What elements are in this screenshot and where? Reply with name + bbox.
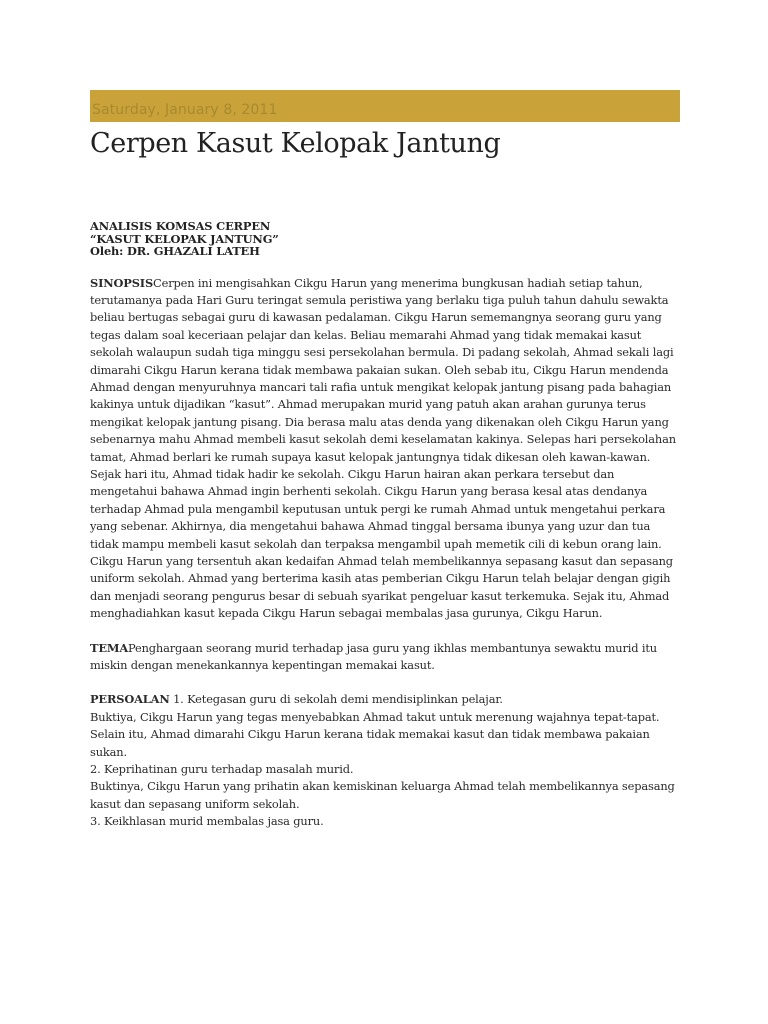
persoalan-item-1-line	[90, 691, 680, 708]
sinopsis-text: Cerpen ini mengisahkan Cikgu Harun yang menerima bungkusan hadiah setiap tahun, terutamanya pada Hari Guru teringat semula peristiwa yang berlaku tiga puluh tahun dahulu sewakta beliau bertugas sebagai guru di kawasan pedalaman. Cikgu Harun sememangnya seorang guru yang tegas dalam soal keceriaan pelajar dan kelas. Beliau memarahi Ahmad yang tidak memakai kasut sekolah walaupun sudah tiga minggu sesi persekolahan bermula. Di padang sekolah, Ahmad sekali lagi dimarahi Cikgu Harun kerana tidak membawa pakaian sukan. Oleh sebab itu, Cikgu Harun mendenda Ahmad dengan menyuruhnya mancari tali rafia untuk mengikat kelopak jantung pisang pada bahagian kakinya untuk dijadikan “kasut”. Ahmad merupakan murid yang patuh akan arahan gurunya terus mengikat kelopak jantung pisang. Dia berasa malu atas denda yang dikenakan oleh Cikgu Harun yang sebenarnya mahu Ahmad membeli kasut sekolah demi keselamatan kakinya. Selepas hari persekolahan tamat, Ahmad berlari ke rumah supaya kasut kelopak jantungnya tidak dikesan oleh kawan-kawan. Sejak hari itu, Ahmad tidak hadir ke sekolah. Cikgu Harun hairan akan perkara tersebut dan mengetahui bahawa Ahmad ingin berhenti sekolah. Cikgu Harun yang berasa kesal atas dendanya terhadap Ahmad pula mengambil keputusan untuk pergi ke rumah Ahmad untuk mengetahui perkara yang sebenar. Akhirnya, dia mengetahui bahawa Ahmad tinggal bersama ibunya yang uzur dan tua tidak mampu membeli kasut sekolah dan terpaksa mengambil upah memetik cili di kebun orang lain. Cikgu Harun yang tersentuh akan kedaifan Ahmad telah membelikannya sepasang kasut dan sepasang uniform sekolah. Ahmad yang berterima kasih atas pemberian Cikgu Harun telah belajar dengan gigih dan menjadi seorang pengurus besar di sebuah syarikat pengeluar kasut terkemuka. Sejak itu, Ahmad menghadiahkan kasut kepada Cikgu Harun sebagai membalas jasa gurunya, Cikgu Harun.	[90, 275, 676, 621]
persoalan-paragraph	[90, 691, 680, 830]
analysis-header	[90, 220, 680, 258]
header-line-2: “KASUT KELOPAK JANTUNG”	[90, 231, 279, 246]
post-body	[90, 220, 680, 848]
tema-paragraph	[90, 640, 680, 675]
tema-text: Penghargaan seorang murid terhadap jasa guru yang ikhlas membantunya sewaktu murid itu miskin dengan menekankannya kepentingan memakai kasut.	[90, 640, 657, 673]
sinopsis-paragraph	[90, 275, 680, 623]
persoalan-item-2-detail: Buktinya, Cikgu Harun yang prihatin akan kemiskinan keluarga Ahmad telah membelikannya sepasang kasut dan sepasang uniform sekolah.	[90, 779, 675, 811]
tema-label: TEMA	[90, 640, 129, 655]
persoalan-item-2: 2. Keprihatinan guru terhadap masalah murid.	[90, 762, 354, 777]
persoalan-label: PERSOALAN	[90, 692, 170, 707]
date-header-bar	[90, 90, 680, 122]
post-title: Cerpen Kasut Kelopak Jantung	[90, 128, 501, 159]
persoalan-item-1: 1. Ketegasan guru di sekolah demi mendisiplinkan pelajar.	[169, 692, 503, 707]
post-date: Saturday, January 8, 2011	[92, 102, 278, 118]
sinopsis-label: SINOPSIS	[90, 275, 154, 290]
persoalan-item-3: 3. Keikhlasan murid membalas jasa guru.	[90, 814, 324, 829]
header-line-1: ANALISIS KOMSAS CERPEN	[90, 219, 271, 233]
header-line-3: Oleh: DR. GHAZALI LATEH	[90, 244, 260, 258]
persoalan-item-1-detail: Buktiya, Cikgu Harun yang tegas menyebabkan Ahmad takut untuk merenung wajahnya tepat-tapat. Selain itu, Ahmad dimarahi Cikgu Harun kerana tidak memakai kasut dan tidak membawa pakaian sukan.	[90, 709, 660, 759]
